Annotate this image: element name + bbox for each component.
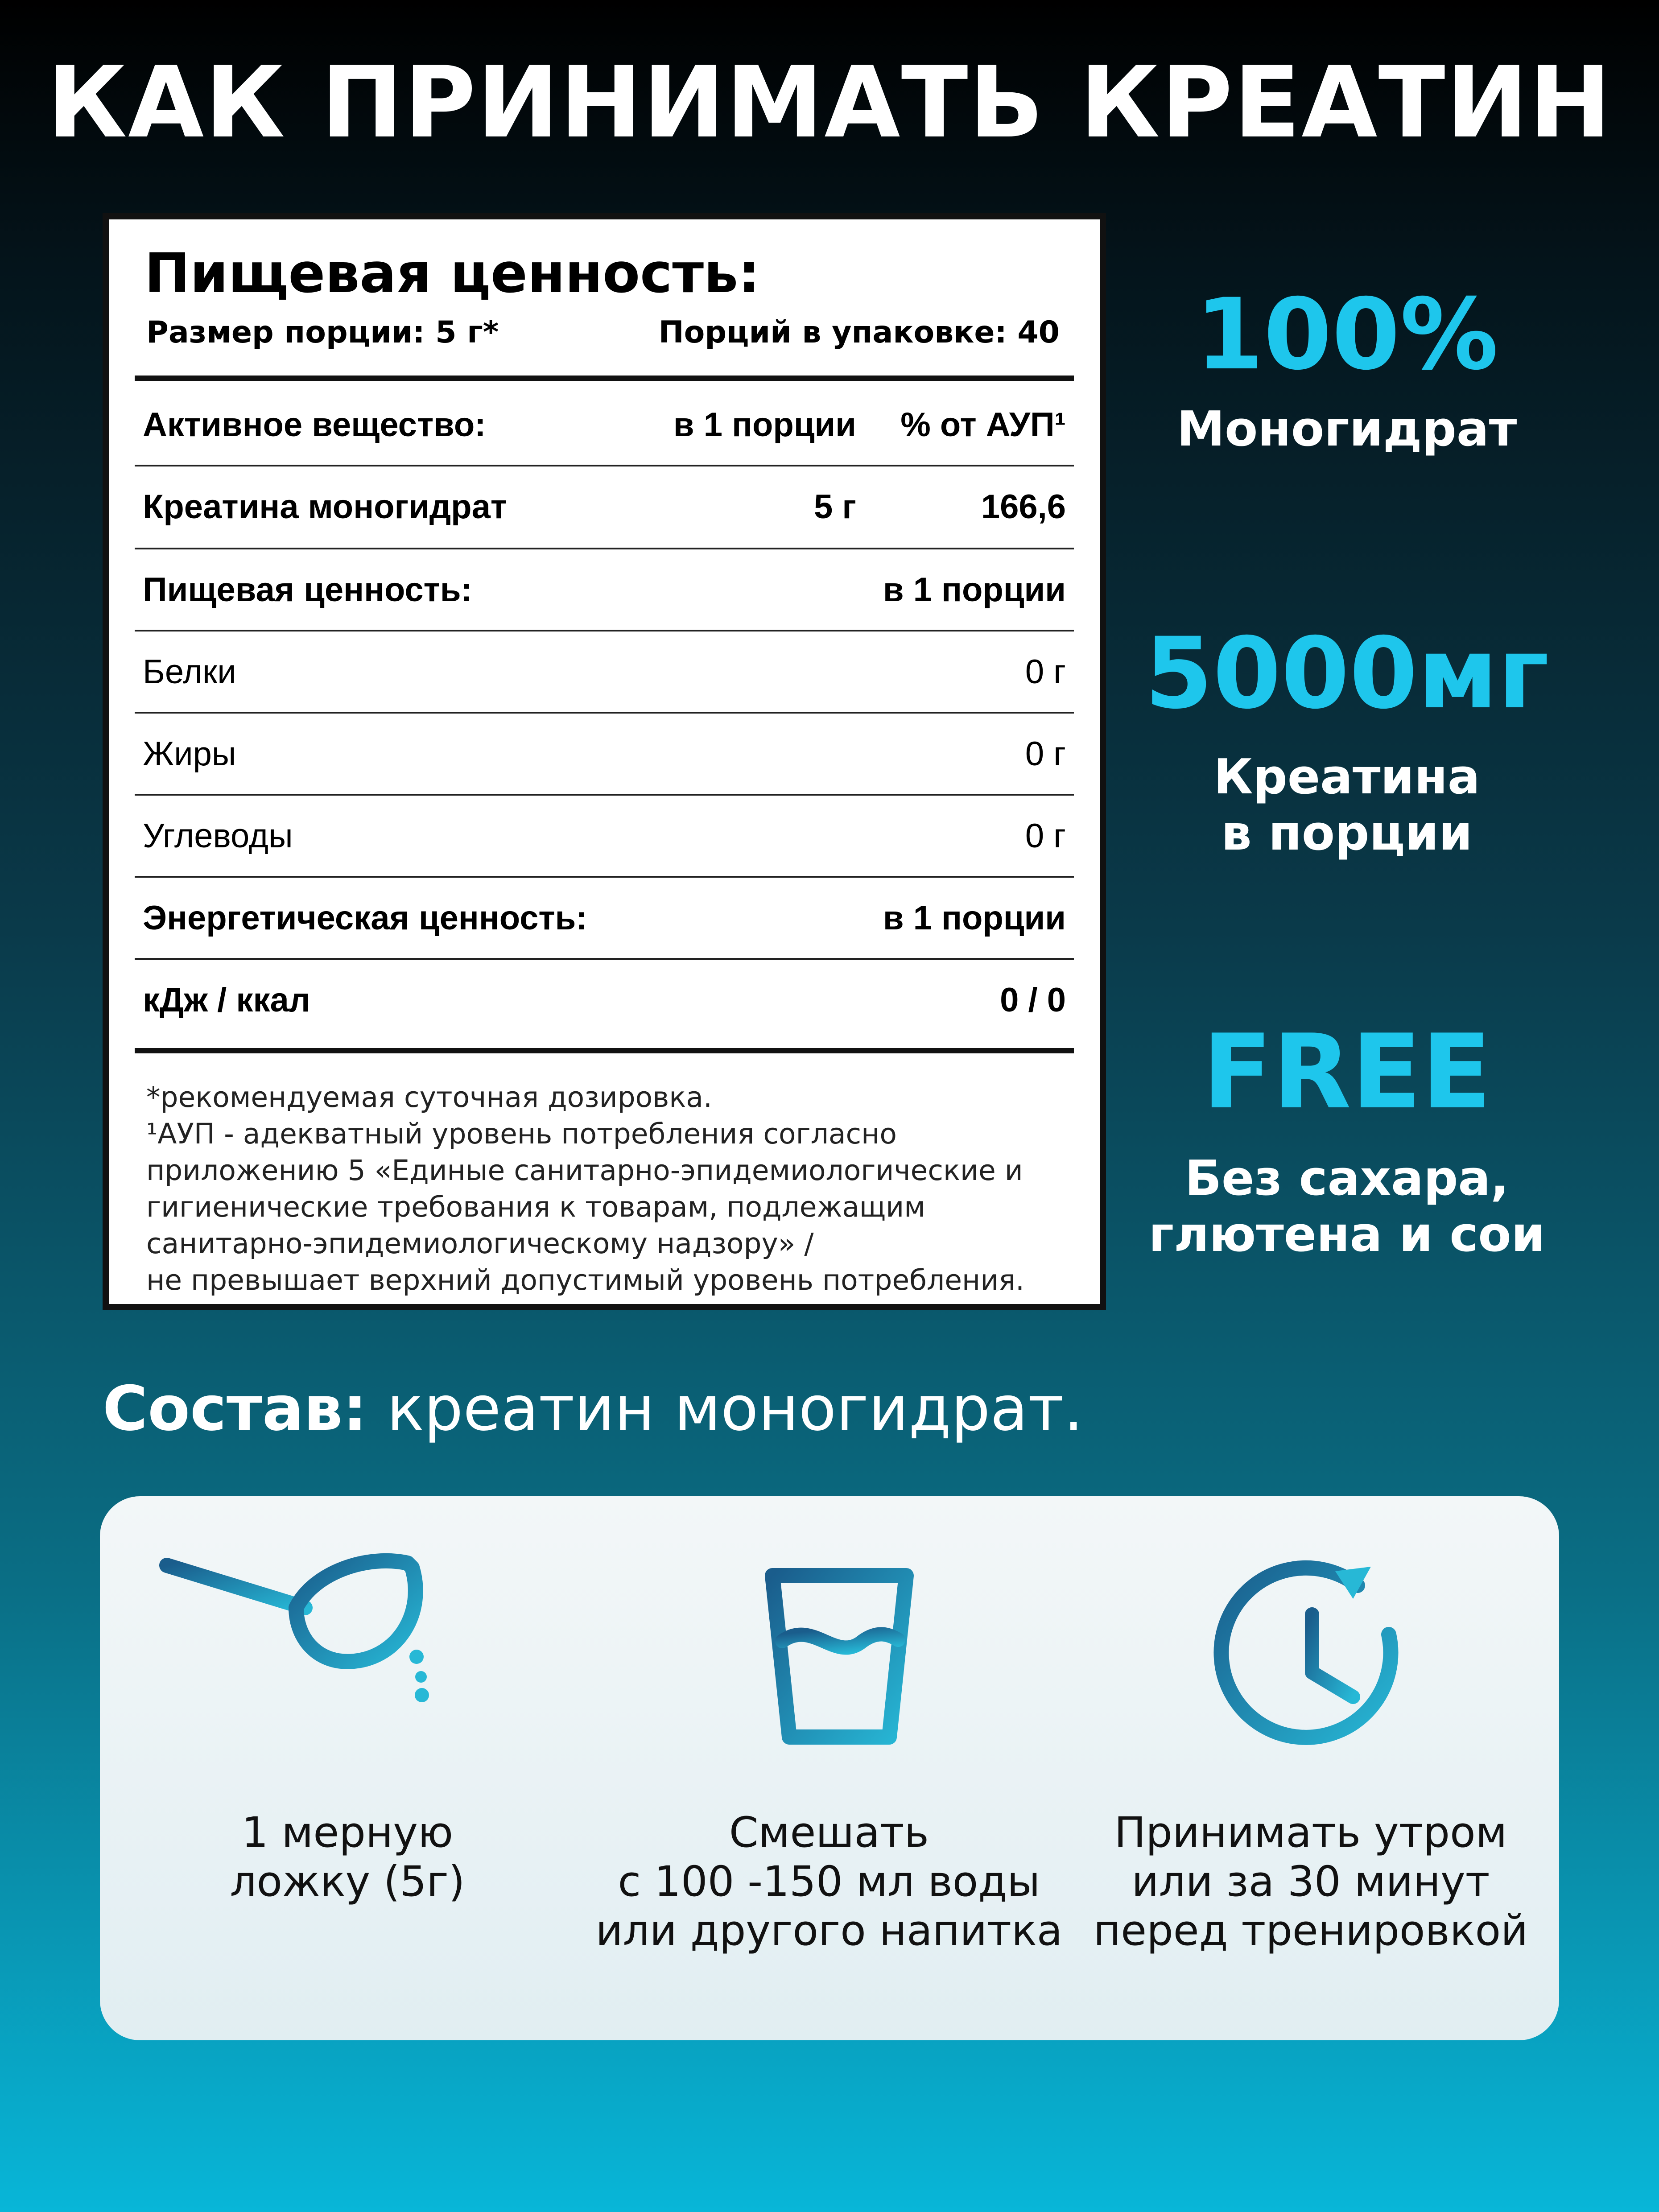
composition xyxy=(103,1373,1084,1444)
step-line: ложку (5г) xyxy=(230,1857,465,1906)
footnote-line: ¹АУП - адекватный уровень потребления согласно xyxy=(146,1118,897,1150)
composition-text: креатин моногидрат. xyxy=(367,1373,1084,1444)
step-text xyxy=(1068,1808,1554,1956)
scoop-icon xyxy=(104,1523,590,1791)
energy-label: кДж / ккал xyxy=(143,981,311,1019)
table-row xyxy=(143,796,1066,877)
composition-label: Состав: xyxy=(103,1373,367,1444)
nutrient-value: 0 г xyxy=(1025,735,1066,773)
nutrient-label: Белки xyxy=(143,653,236,691)
step-line: Принимать утром xyxy=(1114,1808,1507,1857)
servings-per-container: Порций в упаковке: 40 xyxy=(658,315,1060,350)
active-header-row xyxy=(143,384,1066,466)
footnote-line: гигиенические требования к товарам, подлежащим xyxy=(146,1191,925,1223)
nutrient-value: 0 г xyxy=(1025,653,1066,691)
highlight-free xyxy=(1115,1013,1579,1263)
step-scoop xyxy=(104,1496,590,2040)
step-line: или другого напитка xyxy=(595,1907,1063,1955)
step-text xyxy=(586,1808,1072,1956)
clock-icon xyxy=(1068,1523,1554,1791)
nutrition-panel xyxy=(103,213,1106,1310)
footnote-line: приложению 5 «Единые санитарно-эпидемиологические и xyxy=(146,1154,1023,1187)
highlight-line: глютена и сои xyxy=(1148,1207,1545,1263)
energy-header-portion: в 1 порции xyxy=(883,899,1066,937)
nutrient-label: Углеводы xyxy=(143,817,293,855)
active-header-percent: % от АУП¹ xyxy=(900,406,1066,444)
instructions-card xyxy=(100,1496,1559,2040)
nutrition-header-portion: в 1 порции xyxy=(883,571,1066,609)
step-clock xyxy=(1068,1496,1554,2040)
active-label: Креатина моногидрат xyxy=(143,488,508,526)
highlight-monohydrate xyxy=(1115,277,1579,458)
footnotes xyxy=(146,1079,1024,1299)
footnote-line: *рекомендуемая суточная дозировка. xyxy=(146,1081,712,1114)
serving-size: Размер порции: 5 г* xyxy=(146,315,499,350)
step-line: 1 мерную xyxy=(241,1808,454,1857)
active-row xyxy=(143,466,1066,548)
step-text xyxy=(104,1808,590,1907)
footnote-line: не превышает верхний допустимый уровень потребления. xyxy=(146,1264,1025,1296)
highlight-big: 100% xyxy=(1195,277,1498,392)
step-line: Смешать xyxy=(729,1808,929,1857)
highlight-line: Креатина xyxy=(1213,749,1480,805)
highlight-big: 5000мг xyxy=(1144,616,1549,730)
active-percent: 166,6 xyxy=(981,488,1066,526)
active-portion: 5 г xyxy=(813,488,856,526)
step-line: с 100 -150 мл воды xyxy=(618,1857,1040,1906)
step-line: перед тренировкой xyxy=(1093,1907,1528,1955)
energy-value: 0 / 0 xyxy=(1000,981,1066,1019)
table-row xyxy=(143,714,1066,795)
energy-header-label: Энергетическая ценность: xyxy=(143,899,587,937)
nutrition-header-row xyxy=(143,549,1066,631)
highlight-dose xyxy=(1115,616,1579,862)
footnote-line: санитарно-эпидемиологическому надзору» / xyxy=(146,1227,814,1260)
highlight-big: FREE xyxy=(1202,1013,1492,1132)
glass-icon xyxy=(586,1523,1072,1791)
divider xyxy=(135,376,1074,381)
nutrient-label: Жиры xyxy=(143,735,236,773)
nutrition-header-label: Пищевая ценность: xyxy=(143,571,472,609)
nutrition-title: Пищевая ценность: xyxy=(144,242,760,305)
step-line: или за 30 минут xyxy=(1131,1857,1490,1906)
highlight-line: Моногидрат xyxy=(1176,401,1517,457)
divider xyxy=(135,1048,1074,1053)
step-glass xyxy=(586,1496,1072,2040)
table-row xyxy=(143,631,1066,713)
energy-row xyxy=(143,960,1066,1041)
energy-header-row xyxy=(143,878,1066,959)
nutrient-value: 0 г xyxy=(1025,817,1066,855)
highlight-line: Без сахара, xyxy=(1184,1151,1509,1206)
highlight-line: в порции xyxy=(1221,805,1473,861)
active-header-label: Активное вещество: xyxy=(143,406,486,444)
page-title: КАК ПРИНИМАТЬ КРЕАТИН xyxy=(47,45,1612,160)
active-header-portion: в 1 порции xyxy=(673,406,856,444)
